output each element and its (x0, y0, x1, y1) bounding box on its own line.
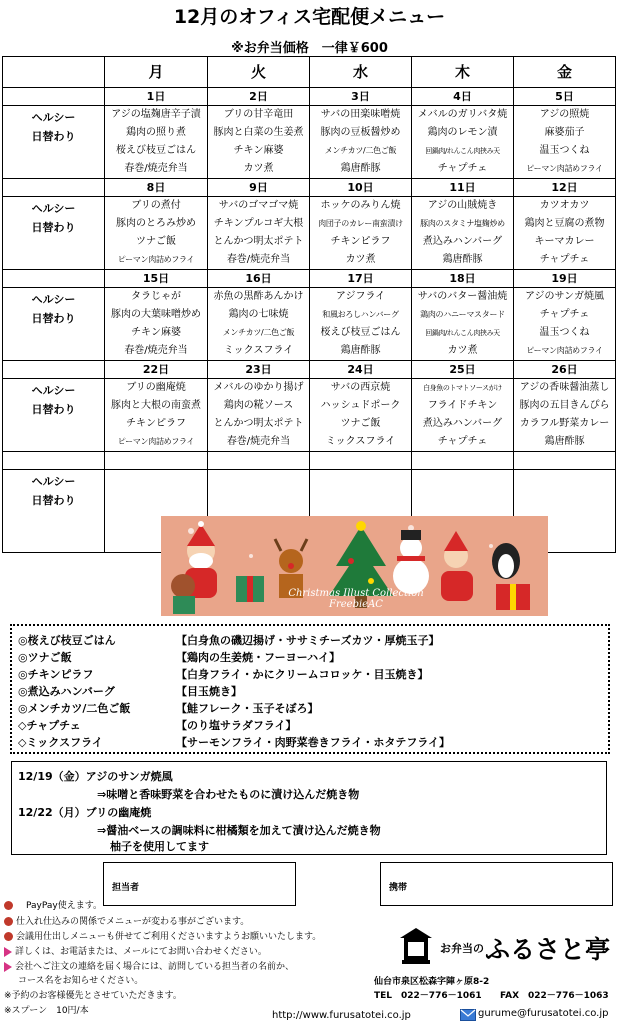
menu-item: カツオカツ (514, 197, 616, 216)
menu-item: 鶏肉のハニーマスタード (412, 306, 514, 324)
date-cell: 2日 (208, 88, 310, 106)
menu-item: チャプチェ (412, 160, 514, 179)
menu-item: キーマカレー (514, 233, 616, 251)
menu-item: アジのサンガ焼風 (514, 288, 616, 307)
legend-rice-name: ◎煮込みハンバーグ (18, 685, 115, 698)
date-cell: 25日 (412, 361, 514, 379)
menu-item: 春巻/焼売弁当 (208, 433, 310, 452)
date-cell: 23日 (208, 361, 310, 379)
label-line-1: ヘルシー (31, 384, 76, 397)
date-cell: 1日 (105, 88, 208, 106)
shop-address: 仙台市泉区松森字陣ヶ原8-2 (374, 977, 490, 987)
date-cell-empty (310, 452, 412, 470)
menu-item: 豚肉の豆板醤炒め (310, 124, 412, 142)
menu-item: カラフル野菜カレー (514, 415, 616, 433)
menu-item: ブリの甘辛竜田 (208, 106, 310, 125)
menu-item: アジの山賊焼き (412, 197, 514, 216)
legend-rice-name: ◎チキンピラフ (18, 668, 94, 681)
menu-item: 豚肉のスタミナ塩麹炒め (412, 215, 514, 233)
legend-rice-contents: 【鶏肉の生姜焼・フーヨーハイ】 (176, 651, 341, 664)
menu-item: サバの西京焼 (310, 379, 412, 398)
menu-item: チャプチェ (514, 306, 616, 324)
date-cell-empty (412, 452, 514, 470)
legend-rice-contents: 【白身魚の磯辺揚げ・ササミチーズカツ・厚焼玉子】 (176, 634, 440, 647)
menu-item: 鶏唐酢豚 (412, 251, 514, 270)
christmas-illustration (161, 516, 548, 616)
date-cell: 18日 (412, 270, 514, 288)
info-icon (4, 917, 13, 926)
shop-fax: FAX 022－776－1063 (500, 991, 609, 1001)
mail-icon (460, 1006, 476, 1025)
menu-item: 鶏唐酢豚 (514, 433, 616, 452)
note-line: 12/22（月）ブリの幽庵焼 (18, 806, 152, 819)
date-row-spacer (3, 270, 105, 288)
contact-person-box[interactable] (103, 862, 296, 906)
menu-item: メンチカツ/二色ご飯 (310, 142, 412, 160)
date-cell: 24日 (310, 361, 412, 379)
menu-item: 鶏唐酢豚 (310, 160, 412, 179)
notes-box (11, 761, 607, 855)
legend-rice-name: ◎メンチカツ/二色ご飯 (18, 702, 131, 715)
menu-item: カツ煮 (208, 160, 310, 179)
label-line-2: 日替わり (31, 312, 76, 325)
menu-item: チャプチェ (514, 251, 616, 270)
menu-item: 煮込みハンバーグ (412, 415, 514, 433)
menu-item: ツナご飯 (310, 415, 412, 433)
christmas-caption-title: Christmas Illust Collection (288, 588, 424, 599)
menu-item: サバのゴマゴマ焼 (208, 197, 310, 216)
menu-item: ツナご飯 (105, 233, 208, 251)
menu-item: ミックスフライ (208, 342, 310, 361)
legend-rice-name: ◇ミックスフライ (18, 736, 103, 749)
menu-category-label (3, 379, 105, 452)
menu-item: 春巻/焼売弁当 (208, 251, 310, 270)
shop-email[interactable]: gurume@furusatotei.co.jp (478, 1008, 609, 1019)
contact-person-label: 担当者 (112, 883, 140, 893)
menu-item: チキン麻婆 (208, 142, 310, 160)
menu-item: アジフライ (310, 288, 412, 307)
date-row-spacer (3, 179, 105, 197)
menu-item: 和風おろしハンバーグ (310, 306, 412, 324)
date-cell: 3日 (310, 88, 412, 106)
menu-item: 春巻/焼売弁当 (105, 160, 208, 179)
date-cell: 15日 (105, 270, 208, 288)
note-line: ⇒味噌と香味野菜を合わせたものに漬け込んだ焼き物 (97, 788, 360, 801)
menu-item: サバの田楽味噌焼 (310, 106, 412, 125)
menu-item: ピーマン肉詰めフライ (105, 251, 208, 270)
legend-rice-contents: 【鮭フレーク・玉子そぼろ】 (176, 702, 319, 715)
menu-category-label (3, 470, 105, 553)
menu-item: メンチカツ/二色ご飯 (208, 324, 310, 342)
menu-item: メバルのガリバタ焼 (412, 106, 514, 125)
day-header: 火 (208, 57, 310, 88)
date-cell: 10日 (310, 179, 412, 197)
menu-item: ブリの幽庵焼 (105, 379, 208, 398)
menu-item: 豚肉のとろみ炒め (105, 215, 208, 233)
menu-table (2, 56, 616, 553)
label-line-2: 日替わり (31, 403, 76, 416)
date-cell: 9日 (208, 179, 310, 197)
menu-item: 豚肉と白菜の生姜煮 (208, 124, 310, 142)
lantern-icon (394, 924, 438, 968)
date-cell: 4日 (412, 88, 514, 106)
date-cell: 11日 (412, 179, 514, 197)
menu-item: チキンプルコギ大根 (208, 215, 310, 233)
day-header: 木 (412, 57, 514, 88)
mobile-box[interactable] (380, 862, 613, 906)
date-cell-empty (514, 452, 616, 470)
menu-item: 桜えび枝豆ごはん (105, 142, 208, 160)
date-cell: 26日 (514, 361, 616, 379)
menu-item: ハッシュドポーク (310, 397, 412, 415)
footer-note: 会議用仕出しメニューも併せてご利用くださいますようお願いいたします。 (4, 929, 321, 942)
menu-item: 白身魚のトマトソースがけ (412, 379, 514, 398)
legend-rice-name: ◎桜えび枝豆ごはん (18, 634, 116, 647)
label-line-1: ヘルシー (31, 475, 76, 488)
menu-item: 豚肉の五目きんぴら (514, 397, 616, 415)
footer-note: PayPay使えます。 (4, 898, 102, 911)
menu-item: 赤魚の黒酢あんかけ (208, 288, 310, 307)
legend-rice-contents: 【白身フライ・かにクリームコロッケ・目玉焼き】 (176, 668, 429, 681)
menu-item: ミックスフライ (310, 433, 412, 452)
date-cell: 8日 (105, 179, 208, 197)
footer-note: 詳しくは、お電話または、メールにてお問い合わせください。 (4, 944, 267, 957)
date-cell: 12日 (514, 179, 616, 197)
label-line-2: 日替わり (31, 494, 76, 507)
menu-item: チキンピラフ (105, 415, 208, 433)
menu-item: 回鍋肉/れんこん肉挟み天 (412, 142, 514, 160)
label-line-1: ヘルシー (31, 202, 76, 215)
menu-item: ピーマン肉詰めフライ (514, 160, 616, 179)
arrow-icon (4, 962, 12, 972)
note-line: 12/19（金）アジのサンガ焼風 (18, 770, 173, 783)
info-icon (4, 932, 13, 941)
day-header: 月 (105, 57, 208, 88)
arrow-icon (4, 947, 12, 957)
mobile-label: 携帯 (389, 883, 408, 893)
menu-item: 温玉つくね (514, 142, 616, 160)
menu-item: 麻婆茄子 (514, 124, 616, 142)
shop-prefix: お弁当の (440, 942, 484, 955)
footer-note: ※予約のお客様優先とさせていただきます。 (4, 991, 182, 1001)
menu-item: アジの照焼 (514, 106, 616, 125)
menu-category-label (3, 106, 105, 179)
date-cell: 16日 (208, 270, 310, 288)
menu-item: タラじゃが (105, 288, 208, 307)
menu-item: カツ煮 (412, 342, 514, 361)
date-cell: 17日 (310, 270, 412, 288)
footer-note: ※スプーン 10円/本 (4, 1006, 89, 1016)
shop-tel: TEL 022－776－1061 (374, 991, 482, 1001)
legend-rice-name: ◎ツナご飯 (18, 651, 72, 664)
date-cell: 19日 (514, 270, 616, 288)
menu-item: メバルのゆかり揚げ (208, 379, 310, 398)
info-icon (4, 901, 13, 910)
menu-item: 春巻/焼売弁当 (105, 342, 208, 361)
footer-note: 会社へご注文の連絡を届く場合には、訪問している担当者の名前か、 (4, 959, 294, 972)
menu-item: 鶏肉の照り煮 (105, 124, 208, 142)
menu-item: ブリの煮付 (105, 197, 208, 216)
menu-item: 鶏肉のレモン漬 (412, 124, 514, 142)
menu-item: 桜えび枝豆ごはん (310, 324, 412, 342)
legend-rice-contents: 【のり塩サラダフライ】 (176, 719, 297, 732)
menu-item: とんかつ明太ポテト (208, 415, 310, 433)
rice-legend (10, 624, 610, 754)
footer-note: コース名をお知らせください。 (18, 976, 144, 986)
label-line-1: ヘルシー (31, 293, 76, 306)
date-row-spacer (3, 452, 105, 470)
menu-item: カツ煮 (310, 251, 412, 270)
corner-cell (3, 57, 105, 88)
menu-item: ピーマン肉詰めフライ (514, 342, 616, 361)
day-header: 水 (310, 57, 412, 88)
menu-item: ピーマン肉詰めフライ (105, 433, 208, 452)
label-line-1: ヘルシー (31, 111, 76, 124)
christmas-caption (281, 588, 431, 610)
menu-item: フライドチキン (412, 397, 514, 415)
menu-item: 煮込みハンバーグ (412, 233, 514, 251)
date-row-spacer (3, 361, 105, 379)
menu-item: アジの塩麹唐辛子漬 (105, 106, 208, 125)
menu-item: ホッケのみりん焼 (310, 197, 412, 216)
menu-item: チキン麻婆 (105, 324, 208, 342)
menu-category-label (3, 197, 105, 270)
footer-note: 仕入れ仕込みの関係でメニューが変わる事がございます。 (4, 914, 249, 927)
price-note: ※お弁当価格 一律￥600 (231, 41, 388, 56)
date-cell: 22日 (105, 361, 208, 379)
date-cell-empty (208, 452, 310, 470)
page-title: 12月のオフィス宅配便メニュー (173, 6, 446, 28)
day-header: 金 (514, 57, 616, 88)
note-line: 柚子を使用してます (110, 840, 209, 853)
menu-item: 温玉つくね (514, 324, 616, 342)
menu-item: 鶏肉の七味焼 (208, 306, 310, 324)
menu-item: 豚肉と大根の南蛮煮 (105, 397, 208, 415)
menu-item: 鶏肉と豆腐の煮物 (514, 215, 616, 233)
date-cell: 5日 (514, 88, 616, 106)
shop-logo (394, 924, 438, 968)
menu-item: アジの香味醤油蒸し (514, 379, 616, 398)
label-line-2: 日替わり (31, 130, 76, 143)
date-row-spacer (3, 88, 105, 106)
menu-item: 肉団子のカレー南蛮漬け (310, 215, 412, 233)
shop-name: ふるさと亭 (485, 935, 611, 964)
legend-rice-contents: 【サーモンフライ・肉野菜巻きフライ・ホタテフライ】 (176, 736, 451, 749)
menu-item: チキンピラフ (310, 233, 412, 251)
menu-item: とんかつ明太ポテト (208, 233, 310, 251)
menu-item: 鶏肉の糀ソース (208, 397, 310, 415)
menu-item: チャプチェ (412, 433, 514, 452)
menu-item: 鶏唐酢豚 (310, 342, 412, 361)
legend-rice-name: ◇チャプチェ (18, 719, 81, 732)
menu-item: 豚肉の大葉味噌炒め (105, 306, 208, 324)
menu-category-label (3, 288, 105, 361)
menu-item: サバのバター醤油焼 (412, 288, 514, 307)
menu-item: 回鍋肉/れんこん肉挟み天 (412, 324, 514, 342)
legend-rice-contents: 【目玉焼き】 (176, 685, 242, 698)
date-cell-empty (105, 452, 208, 470)
christmas-caption-credit: FreebieAC (329, 599, 383, 610)
shop-url[interactable]: http://www.furusatotei.co.jp (272, 1010, 411, 1021)
note-line: ⇒醤油ベースの調味料に柑橘類を加えて漬け込んだ焼き物 (97, 824, 381, 837)
label-line-2: 日替わり (31, 221, 76, 234)
